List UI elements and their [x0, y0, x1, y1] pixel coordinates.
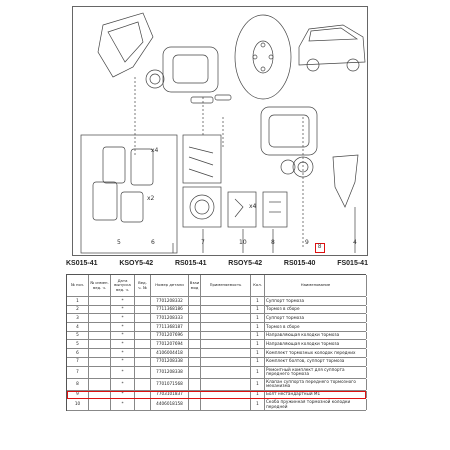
mark-cell: * [111, 367, 135, 378]
pos-cell: 7 [67, 358, 89, 366]
part-number-cell: 7701207694 [151, 340, 189, 348]
part-name-cell: Комплект тормозных колодок передних [265, 349, 367, 357]
mark-cell: * [111, 391, 135, 399]
header-cell: Применяемость [201, 275, 251, 296]
callout-9: 9 [305, 239, 309, 246]
parts-table-header [67, 275, 366, 297]
qty-cell: 1 [251, 391, 265, 399]
model-code-row [62, 260, 372, 272]
part-name-cell: Клапан суппорта переднего тормозного механизма [265, 379, 367, 390]
qty-cell: 1 [251, 314, 265, 322]
table-row[interactable] [67, 358, 366, 367]
qty-cell: 1 [251, 323, 265, 331]
mark-cell: * [111, 314, 135, 322]
callout-7: 7 [201, 239, 205, 246]
pos-cell: 2 [67, 306, 89, 314]
pos-cell: 5 [67, 332, 89, 340]
model-code: KS015-41 [66, 260, 98, 267]
table-row[interactable] [67, 367, 366, 379]
table-row[interactable] [67, 340, 366, 349]
part-number-cell: 7701208338 [151, 367, 189, 378]
part-number-cell: 7701208333 [151, 314, 189, 322]
qty-cell: 1 [251, 367, 265, 378]
mark-cell: * [111, 349, 135, 357]
mark-cell: * [111, 297, 135, 305]
mark-cell: * [111, 332, 135, 340]
quantity-tag-x2: x2 [147, 195, 155, 202]
mark-cell: * [111, 379, 135, 390]
part-name-cell: Направляющая колодки тормоза [265, 340, 367, 348]
brake-assembly-drawing [73, 7, 369, 257]
header-cell: Дата выпуска вед. ч. [111, 275, 135, 296]
part-name-cell: Суппорт тормоза [265, 297, 367, 305]
part-name-cell: Направляющая колодки тормоза [265, 332, 367, 340]
mark-cell: * [111, 340, 135, 348]
header-cell: Кол. [251, 275, 265, 296]
table-row[interactable] [67, 379, 366, 391]
pos-cell: 9 [67, 391, 89, 399]
table-row[interactable] [67, 323, 366, 332]
pos-cell: 6 [67, 349, 89, 357]
pos-cell: 3 [67, 314, 89, 322]
qty-cell: 1 [251, 358, 265, 366]
pos-cell: 1 [67, 297, 89, 305]
part-number-cell: 7703101837 [151, 391, 189, 399]
table-row[interactable] [67, 314, 366, 323]
qty-cell: 1 [251, 306, 265, 314]
pos-cell: 7 [67, 367, 89, 378]
header-cell: Наименование [265, 275, 367, 296]
table-row[interactable] [67, 297, 366, 306]
exploded-brake-diagram [72, 6, 368, 256]
pos-cell: 4 [67, 323, 89, 331]
qty-cell: 1 [251, 332, 265, 340]
qty-cell: 1 [251, 379, 265, 390]
pos-cell: 10 [67, 399, 89, 410]
pos-cell: 5 [67, 340, 89, 348]
model-code: RS015-41 [174, 260, 207, 267]
table-row[interactable] [67, 306, 366, 315]
part-number-cell: 7711368186 [151, 306, 189, 314]
part-name-cell: Тормоз в сборе [265, 306, 367, 314]
model-code: FS015-41 [337, 260, 368, 267]
qty-cell: 1 [251, 399, 265, 410]
header-cell: № поз. [67, 275, 89, 296]
callout-4: 4 [353, 239, 357, 246]
table-row[interactable] [67, 332, 366, 341]
model-code: RS015-40 [283, 260, 316, 267]
parts-table [66, 274, 366, 411]
model-code: RSOY5-42 [228, 260, 263, 267]
callout-10: 10 [239, 239, 247, 246]
part-name-cell: Скоба пружинная тормозной колодки передней [265, 399, 367, 410]
header-cell: Номер детали [151, 275, 189, 296]
quantity-tag-x4: x4 [151, 147, 159, 154]
qty-cell: 1 [251, 349, 265, 357]
qty-cell: 1 [251, 340, 265, 348]
mark-cell: * [111, 306, 135, 314]
table-row[interactable] [67, 399, 366, 411]
part-name-cell: Суппорт тормоза [265, 314, 367, 322]
part-number-cell: 4406018158 [151, 399, 189, 410]
part-name-cell: Ремонтный комплект для суппорта переднего тормоза [265, 367, 367, 378]
part-number-cell: 4106004418 [151, 349, 189, 357]
part-name-cell: Комплект болтов, суппорт тормоза [265, 358, 367, 366]
model-code: KSOY5-42 [119, 260, 154, 267]
table-row[interactable] [67, 349, 366, 358]
header-cell: Вед. ч. № [135, 275, 151, 296]
callout-5: 5 [117, 239, 121, 246]
part-number-cell: 7701071568 [151, 379, 189, 390]
header-cell: Взаи мод [189, 275, 201, 296]
parts-catalog-sheet [62, 4, 372, 448]
table-row-selected[interactable] [67, 391, 366, 400]
mark-cell: * [111, 399, 135, 410]
part-number-cell: 7701208338 [151, 358, 189, 366]
part-number-cell: 7711368187 [151, 323, 189, 331]
qty-cell: 1 [251, 297, 265, 305]
highlighted-callout-number: 8 [318, 244, 322, 250]
quantity-tag-x4-spring: x4 [249, 203, 257, 210]
mark-cell: * [111, 323, 135, 331]
callout-8: 8 [271, 239, 275, 246]
callout-6: 6 [151, 239, 155, 246]
header-cell: № измен. вед. ч. [89, 275, 111, 296]
mark-cell: * [111, 358, 135, 366]
part-name-cell: Болт нестандартный M1 [265, 391, 367, 399]
part-number-cell: 7701208332 [151, 297, 189, 305]
part-name-cell: Тормоз в сборе [265, 323, 367, 331]
pos-cell: 8 [67, 379, 89, 390]
part-number-cell: 7701207696 [151, 332, 189, 340]
